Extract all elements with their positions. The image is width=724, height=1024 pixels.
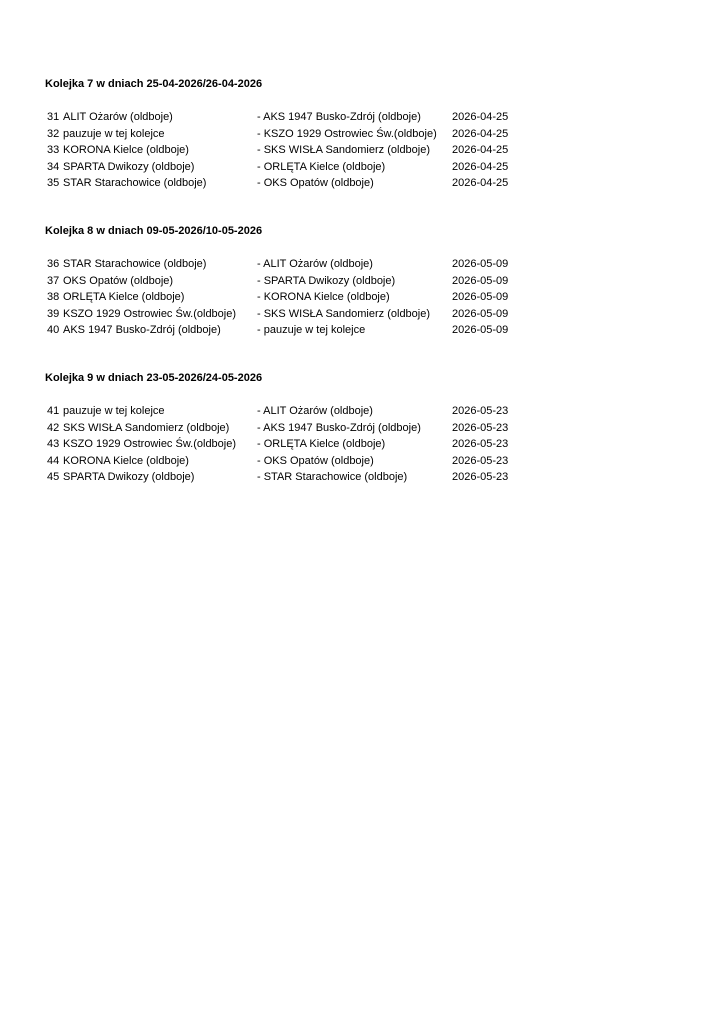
match-list: [0, 403, 724, 486]
match-row: [0, 403, 724, 420]
match-number: 44: [47, 454, 60, 467]
match-list: [0, 109, 724, 192]
match-number: 39: [47, 307, 60, 320]
match-date: 2026-04-25: [452, 160, 509, 173]
match-row: [0, 436, 724, 453]
round-title: Kolejka 7 w dniach 25-04-2026/26-04-2026: [45, 78, 263, 90]
match-number: 42: [47, 421, 60, 434]
away-team: - KORONA Kielce (oldboje): [257, 291, 390, 303]
match-number: 32: [47, 127, 60, 140]
match-row: [0, 256, 724, 273]
away-team: - AKS 1947 Busko-Zdrój (oldboje): [257, 421, 421, 434]
match-date: 2026-04-25: [452, 127, 509, 140]
home-team: OKS Opatów (oldboje): [63, 274, 174, 287]
match-date: 2026-05-23: [452, 421, 509, 434]
home-team: KSZO 1929 Ostrowiec Św.(oldboje): [63, 438, 237, 450]
match-number: 36: [47, 258, 60, 270]
home-team: KSZO 1929 Ostrowiec Św.(oldboje): [63, 307, 237, 320]
away-team: - ALIT Ożarów (oldboje): [257, 405, 373, 417]
away-team: - ALIT Ożarów (oldboje): [257, 258, 373, 270]
away-team: - SKS WISŁA Sandomierz (oldboje): [257, 307, 431, 320]
home-team: AKS 1947 Busko-Zdrój (oldboje): [63, 324, 221, 336]
away-team: - pauzuje w tej kolejce: [257, 324, 366, 336]
away-team: - OKS Opatów (oldboje): [257, 454, 374, 467]
match-number: 41: [47, 405, 60, 417]
match-number: 38: [47, 291, 60, 303]
away-team: - STAR Starachowice (oldboje): [257, 471, 408, 483]
home-team: KORONA Kielce (oldboje): [63, 454, 189, 467]
match-number: 34: [47, 160, 60, 173]
home-team: SPARTA Dwikozy (oldboje): [63, 471, 195, 483]
match-row: [0, 175, 724, 192]
away-team: - SKS WISŁA Sandomierz (oldboje): [257, 144, 431, 156]
match-number: 43: [47, 438, 60, 450]
match-number: 40: [47, 324, 60, 336]
away-team: - SPARTA Dwikozy (oldboje): [257, 274, 396, 287]
match-number: 37: [47, 274, 60, 287]
match-date: 2026-05-09: [452, 324, 509, 336]
home-team: pauzuje w tej kolejce: [63, 127, 165, 140]
match-row: [0, 289, 724, 306]
away-team: - ORLĘTA Kielce (oldboje): [257, 438, 386, 450]
home-team: STAR Starachowice (oldboje): [63, 258, 207, 270]
home-team: pauzuje w tej kolejce: [63, 405, 165, 417]
match-row: [0, 469, 724, 486]
away-team: - ORLĘTA Kielce (oldboje): [257, 160, 386, 173]
match-list: [0, 256, 724, 339]
away-team: - OKS Opatów (oldboje): [257, 177, 374, 189]
match-number: 35: [47, 177, 60, 189]
match-date: 2026-04-25: [452, 144, 509, 156]
match-number: 33: [47, 144, 60, 156]
match-date: 2026-04-25: [452, 111, 509, 123]
home-team: SPARTA Dwikozy (oldboje): [63, 160, 195, 173]
match-date: 2026-05-23: [452, 454, 509, 467]
match-date: 2026-05-23: [452, 471, 509, 483]
match-row: [0, 322, 724, 339]
match-date: 2026-05-23: [452, 405, 509, 417]
match-date: 2026-05-09: [452, 291, 509, 303]
match-row: [0, 159, 724, 176]
round-title: Kolejka 8 w dniach 09-05-2026/10-05-2026: [45, 225, 263, 237]
match-row: [0, 142, 724, 159]
match-row: [0, 109, 724, 126]
match-date: 2026-05-09: [452, 258, 509, 270]
home-team: STAR Starachowice (oldboje): [63, 177, 207, 189]
away-team: - KSZO 1929 Ostrowiec Św.(oldboje): [257, 127, 437, 140]
home-team: ORLĘTA Kielce (oldboje): [63, 291, 185, 303]
match-row: [0, 453, 724, 470]
match-row: [0, 273, 724, 290]
match-date: 2026-05-23: [452, 438, 509, 450]
match-row: [0, 126, 724, 143]
match-date: 2026-05-09: [452, 307, 509, 320]
home-team: ALIT Ożarów (oldboje): [63, 111, 173, 123]
match-date: 2026-05-09: [452, 274, 509, 287]
match-date: 2026-04-25: [452, 177, 509, 189]
home-team: SKS WISŁA Sandomierz (oldboje): [63, 421, 230, 434]
round-title: Kolejka 9 w dniach 23-05-2026/24-05-2026: [45, 372, 263, 384]
away-team: - AKS 1947 Busko-Zdrój (oldboje): [257, 111, 421, 123]
home-team: KORONA Kielce (oldboje): [63, 144, 189, 156]
match-row: [0, 420, 724, 437]
match-row: [0, 306, 724, 323]
match-number: 31: [47, 111, 60, 123]
match-number: 45: [47, 471, 60, 483]
